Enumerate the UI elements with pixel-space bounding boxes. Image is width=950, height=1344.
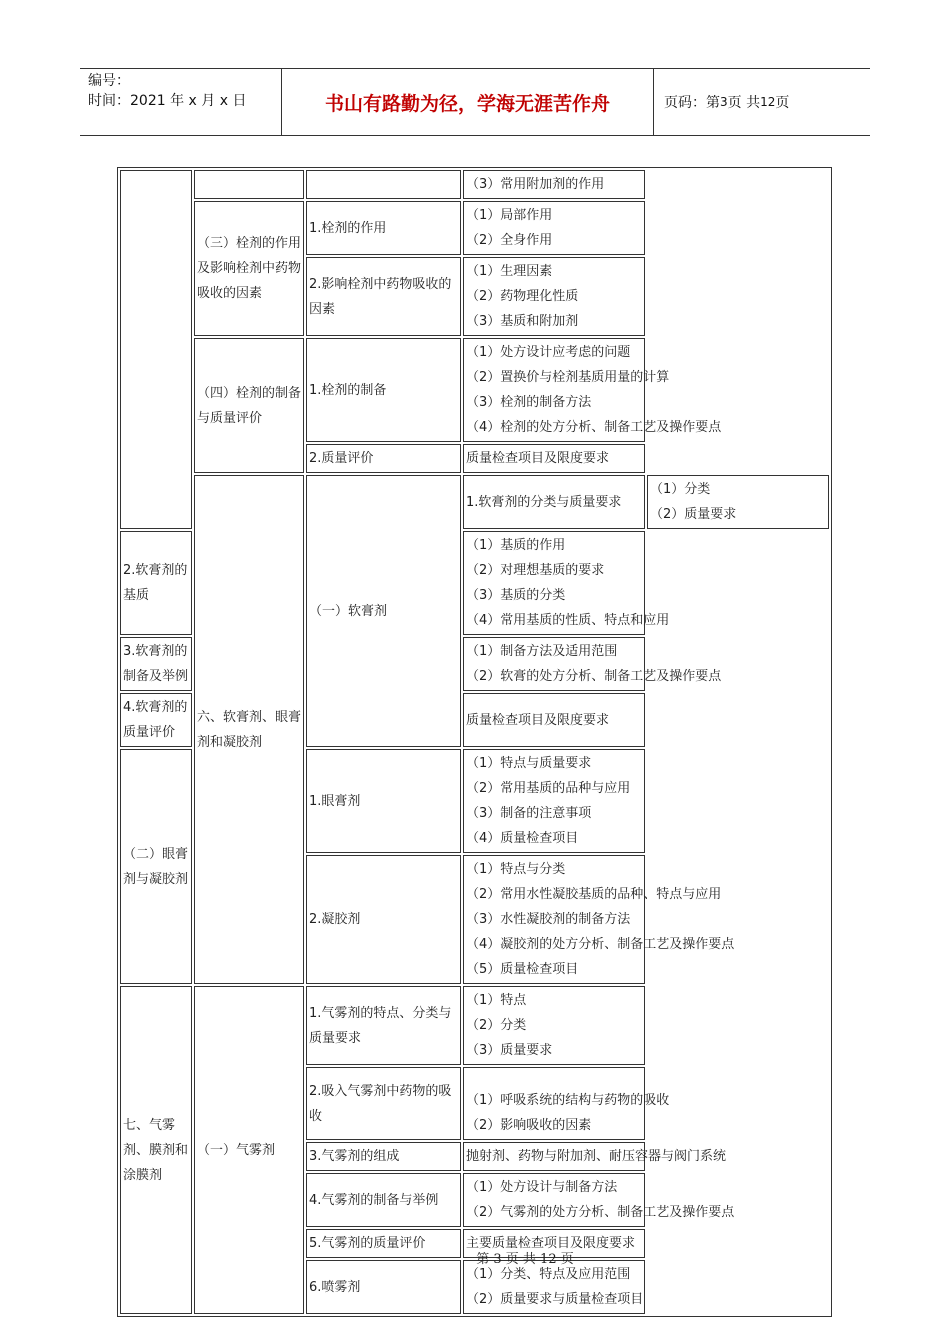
header-motto: 书山有路勤为径，学海无涯苦作舟: [282, 69, 654, 135]
point-item: （3）质量要求: [466, 1043, 553, 1058]
point-item: （2）对理想基质的要求: [466, 563, 605, 578]
syllabus-table: [117, 167, 832, 1317]
point-item: （4）常用基质的性质、特点和应用: [466, 613, 670, 628]
header-meta: [80, 69, 282, 135]
point-item: （2）常用水性凝胶基质的品种、特点与应用: [466, 887, 722, 902]
page-header: [80, 68, 870, 136]
section-cell-continued: [194, 170, 304, 199]
page-footer: 第 3 页 共 12 页: [476, 1252, 574, 1267]
points-cell: [647, 475, 829, 529]
table-row: [120, 338, 829, 442]
point-item: （4）栓剂的处方分析、制备工艺及操作要点: [466, 420, 722, 435]
points-cell: [463, 1142, 727, 1171]
point-item: （2）质量要求: [650, 507, 737, 522]
topic-label: 2.软膏剂的基质: [120, 531, 192, 635]
point-item: （3）制备的注意事项: [466, 806, 592, 821]
topic-label: 2.凝胶剂: [306, 855, 461, 984]
points-cell: [463, 1067, 670, 1140]
points-cell: [463, 338, 722, 442]
point-item: （1）基质的作用: [466, 538, 566, 553]
topic-label: 1.软膏剂的分类与质量要求: [463, 475, 645, 529]
point-item: （1）呼吸系统的结构与药物的吸收: [466, 1093, 670, 1108]
point-item: （4）凝胶剂的处方分析、制备工艺及操作要点: [466, 937, 735, 952]
point-item: （1）处方设计应考虑的问题: [466, 345, 631, 360]
point-item: （1）生理因素: [466, 264, 553, 279]
total-page-number: 12: [760, 95, 776, 109]
point-item: （3）栓剂的制备方法: [466, 395, 592, 410]
topic-label: 6.喷雾剂: [306, 1260, 461, 1314]
topic-label: 5.气雾剂的质量评价: [306, 1229, 461, 1258]
points-cell: [463, 1173, 735, 1227]
section-label: （二）眼膏剂与凝胶剂: [120, 749, 192, 984]
chapter-cell-continued: [120, 170, 192, 529]
point-item: 质量检查项目及限度要求: [466, 451, 610, 466]
topic-label: 1.眼膏剂: [306, 749, 461, 853]
point-item: （2）药物理化性质: [466, 289, 579, 304]
topic-label: 1.栓剂的制备: [306, 338, 461, 442]
point-item: 抛射剂、药物与附加剂、耐压容器与阀门系统: [466, 1149, 727, 1164]
topic-cell-continued: [306, 170, 461, 199]
section-label: （四）栓剂的制备与质量评价: [194, 338, 304, 473]
table-row: [120, 475, 829, 529]
point-item: （2）质量要求与质量检查项目: [466, 1292, 644, 1307]
points-cell: [463, 170, 645, 199]
point-item: （2）气雾剂的处方分析、制备工艺及操作要点: [466, 1205, 735, 1220]
points-cell: [463, 257, 645, 336]
topic-label: 1.气雾剂的特点、分类与质量要求: [306, 986, 461, 1065]
point-item: （3）基质的分类: [466, 588, 566, 603]
points-cell: [463, 201, 645, 255]
chapter-label: 六、软膏剂、眼膏剂和凝胶剂: [194, 475, 304, 984]
topic-label: 2.吸入气雾剂中药物的吸收: [306, 1067, 461, 1140]
point-item: （2）软膏的处方分析、制备工艺及操作要点: [466, 669, 722, 684]
document-number-label: 编号：: [88, 73, 130, 89]
table-row: [120, 986, 829, 1065]
point-item: 主要质量检查项目及限度要求: [466, 1236, 636, 1251]
document-date: 时间：2021 年 x 月 x 日: [88, 93, 247, 109]
point-item: （3）水性凝胶剂的制备方法: [466, 912, 631, 927]
point-item: 质量检查项目及限度要求: [466, 712, 610, 728]
section-label: （一）软膏剂: [306, 475, 461, 747]
point-item: （1）特点与质量要求: [466, 756, 592, 771]
section-label: （一）气雾剂: [194, 986, 304, 1314]
points-cell: [463, 986, 645, 1065]
point-item: （2）分类: [466, 1018, 527, 1033]
topic-label: 2.影响栓剂中药物吸收的因素: [306, 257, 461, 336]
points-cell: [463, 1260, 645, 1314]
topic-label: 4.气雾剂的制备与举例: [306, 1173, 461, 1227]
point-item: （1）制备方法及适用范围: [466, 644, 618, 659]
point-item: （1）处方设计与制备方法: [466, 1180, 618, 1195]
point-item: （5）质量检查项目: [466, 962, 579, 977]
points-cell: [463, 693, 645, 747]
point-item: （1）分类: [650, 482, 711, 497]
table-row: [120, 170, 829, 199]
section-label: （三）栓剂的作用及影响栓剂中药物吸收的因素: [194, 201, 304, 336]
point-item: （2）置换价与栓剂基质用量的计算: [466, 370, 670, 385]
point-item: （1）局部作用: [466, 208, 553, 223]
topic-label: 2.质量评价: [306, 444, 461, 473]
point-item: （3）基质和附加剂: [466, 314, 579, 329]
current-page-number: 3: [720, 95, 728, 109]
point-item: （2）全身作用: [466, 233, 553, 248]
point-item: （1）特点与分类: [466, 862, 566, 877]
table-row: [120, 201, 829, 255]
topic-label: 3.气雾剂的组成: [306, 1142, 461, 1171]
topic-label: 4.软膏剂的质量评价: [120, 693, 192, 747]
chapter-label: 七、气雾剂、膜剂和涂膜剂: [120, 986, 192, 1314]
topic-label: 1.栓剂的作用: [306, 201, 461, 255]
points-cell: [463, 531, 670, 635]
points-cell: [463, 637, 722, 691]
point-item: （1）分类、特点及应用范围: [466, 1267, 631, 1282]
point-item: （1）特点: [466, 993, 527, 1008]
point-item: （2）常用基质的品种与应用: [466, 781, 631, 796]
points-cell: [463, 749, 645, 853]
topic-label: 3.软膏剂的制备及举例: [120, 637, 192, 691]
points-cell: [463, 855, 735, 984]
point-item: （3）常用附加剂的作用: [466, 177, 605, 192]
point-item: （2）影响吸收的因素: [466, 1118, 592, 1133]
points-cell: [463, 444, 645, 473]
header-page-indicator: 页码：第 3 页 共 12 页: [664, 95, 790, 111]
point-item: （4）质量检查项目: [466, 831, 579, 846]
